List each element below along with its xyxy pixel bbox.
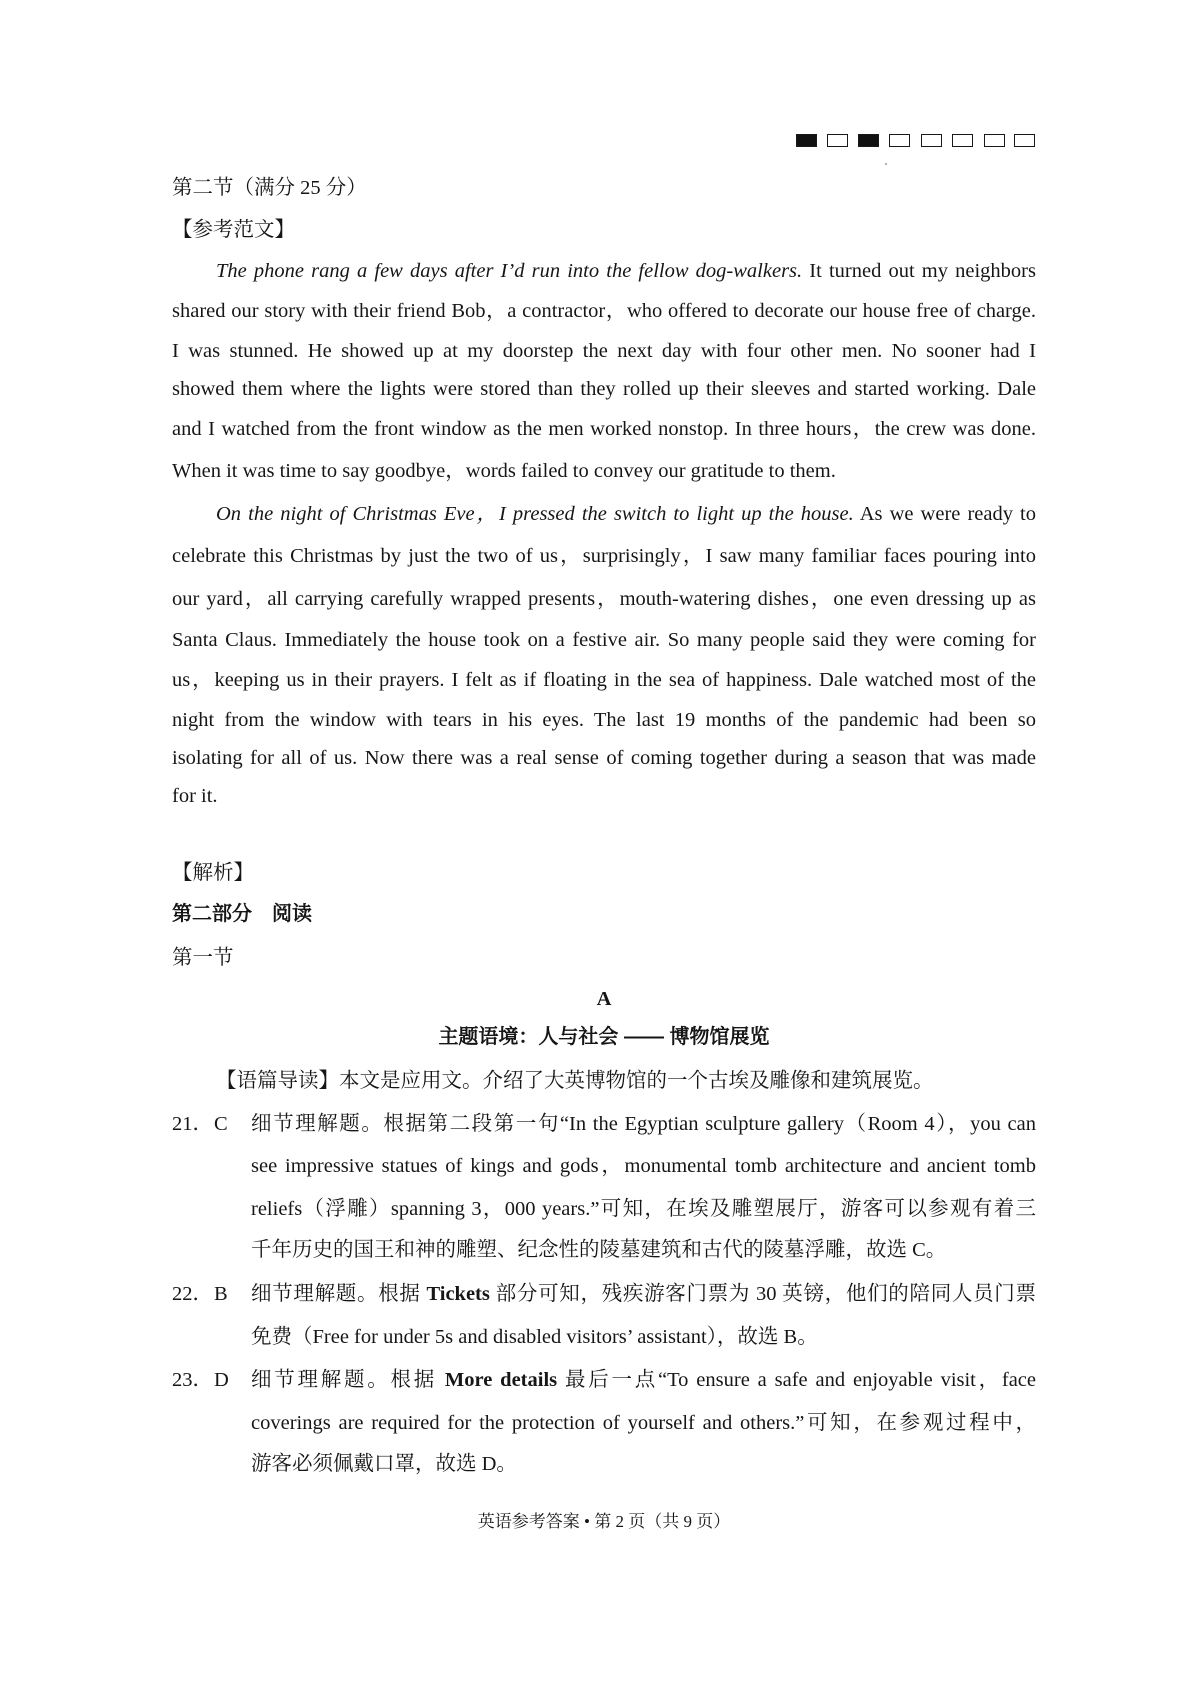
explanation-text: 细节理解题。根据 (251, 1283, 421, 1305)
explanation-text: 细节理解题。根据 (251, 1369, 437, 1391)
essay-text: It turned out my neighbors (809, 260, 1036, 282)
theme-title: 主题语境：人与社会 —— 博物馆展览 (438, 1026, 770, 1048)
essay-text: As we were ready to (859, 503, 1037, 525)
essay-line: for it. (172, 785, 218, 807)
essay-line: night from the window with tears in his eyes. The last 19 months of the pandemic had been so (172, 709, 1036, 731)
page-footer: 英语参考答案 • 第 2 页（共 9 页） (477, 1512, 731, 1531)
part-title: 第二部分 阅读 (172, 903, 312, 925)
essay-line: shared our story with their friend Bob，a contractor，who offered to decorate our house free of charge. (172, 300, 1036, 322)
section-title: 第二节（满分 25 分） (172, 177, 367, 199)
stray-mark (885, 163, 887, 165)
page-marker (952, 134, 973, 147)
explanation-line: see impressive statues of kings and gods，monumental tomb architecture and ancient tomb (251, 1155, 1036, 1177)
essay-line: celebrate this Christmas by just the two of us，surprisingly，I saw many familiar faces pouring into (172, 545, 1036, 567)
page-marker (1014, 134, 1035, 147)
italic-opening-sentence: On the night of Christmas Eve，I pressed the switch to light up the house. (216, 503, 854, 525)
essay-line: I was stunned. He showed up at my doorstep the next day with four other men. No sooner had I (172, 340, 1036, 362)
page-marker (921, 134, 942, 147)
page-marker (889, 134, 910, 147)
essay-line: Santa Claus. Immediately the house took on a festive air. So many people said they were coming for (172, 629, 1036, 651)
italic-opening-sentence: The phone rang a few days after I’d run into the fellow dog-walkers. (216, 260, 803, 282)
question-number: 22． (172, 1283, 213, 1305)
page-marker (984, 134, 1005, 147)
analysis-heading: 【解析】 (172, 862, 254, 884)
explanation-text: 最后一点“To ensure a safe and enjoyable visit，face (565, 1369, 1037, 1391)
essay-line: When it was time to say goodbye，words failed to convey our gratitude to them. (172, 460, 836, 482)
explanation-line: coverings are required for the protection of yourself and others.”可知，在参观过程中， (251, 1412, 1036, 1434)
explanation-text: 部分可知，残疾游客门票为 30 英镑，他们的陪同人员门票 (495, 1283, 1037, 1305)
subsection-title: 第一节 (172, 947, 234, 969)
page-marker (827, 134, 848, 147)
essay-line: isolating for all of us. Now there was a real sense of coming together during a season that was made (172, 747, 1036, 769)
explanation-line: 千年历史的国王和神的雕塑、纪念性的陵墓建筑和古代的陵墓浮雕，故选 C。 (251, 1239, 947, 1261)
question-number: 23． (172, 1369, 213, 1391)
essay-line: us，keeping us in their prayers. I felt as if floating in the sea of happiness. Dale watched most of the (172, 669, 1036, 691)
passage-guide: 【语篇导读】本文是应用文。介绍了大英博物馆的一个古埃及雕像和建筑展览。 (216, 1070, 934, 1092)
essay-line (216, 256, 1036, 286)
passage-letter: A (596, 988, 612, 1010)
explanation-line: 游客必须佩戴口罩，故选 D。 (251, 1453, 517, 1475)
keyword: More details (444, 1369, 558, 1391)
page-marker (858, 134, 879, 147)
explanation-line (251, 1279, 1036, 1309)
answer-choice: C (214, 1113, 228, 1135)
page-marker (796, 134, 817, 147)
keyword: Tickets (426, 1283, 490, 1305)
essay-line: our yard，all carrying carefully wrapped presents，mouth-watering dishes，one even dressing up as (172, 588, 1036, 610)
explanation-line: 免费（Free for under 5s and disabled visitors’ assistant），故选 B。 (251, 1326, 818, 1348)
essay-line (216, 499, 1036, 529)
answer-choice: B (214, 1283, 228, 1305)
question-number: 21． (172, 1113, 213, 1135)
essay-heading: 【参考范文】 (172, 219, 295, 241)
essay-line: and I watched from the front window as the men worked nonstop. In three hours，the crew was done. (172, 418, 1036, 440)
explanation-line: reliefs（浮雕）spanning 3，000 years.”可知，在埃及雕塑展厅，游客可以参观有着三 (251, 1198, 1036, 1220)
answer-choice: D (214, 1369, 229, 1391)
explanation-line: 细节理解题。根据第二段第一句“In the Egyptian sculpture gallery（Room 4），you can (251, 1113, 1036, 1135)
essay-line: showed them where the lights were stored than they rolled up their sleeves and started working. Dale (172, 378, 1036, 400)
explanation-line (251, 1365, 1036, 1395)
